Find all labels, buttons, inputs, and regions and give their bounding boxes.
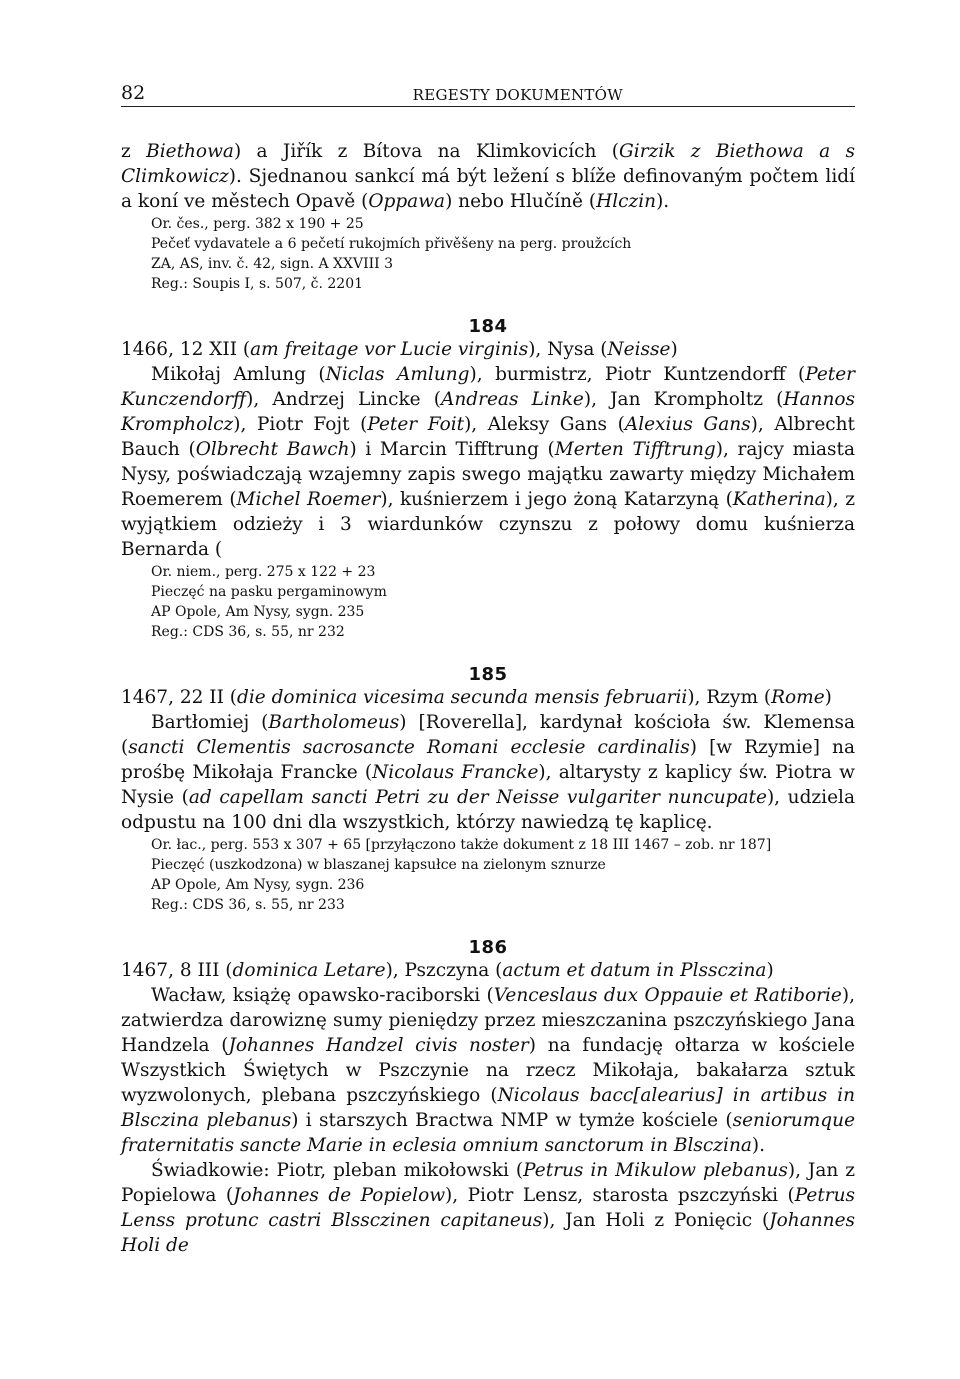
text-run: 1467, 8 III ( bbox=[121, 960, 233, 981]
text-run: ), altarysty z kaplicy św. Piotra w Nysie ( bbox=[121, 762, 855, 808]
text-run: ), Piotr Lensz, starosta pszczyński ( bbox=[445, 1185, 795, 1206]
italic-run: Neisse bbox=[607, 339, 671, 360]
meta-line: ZA, AS, inv. č. 42, sign. A XXVIII 3 bbox=[151, 256, 394, 272]
italic-run: die dominica vicesima secunda mensis februarii bbox=[236, 687, 688, 708]
italic-run: Petrus Lenss protunc castri Blssczinen capitaneus bbox=[121, 1185, 856, 1231]
meta-line: AP Opole, Am Nysy, sygn. 235 bbox=[151, 604, 365, 620]
regest-paragraph bbox=[121, 710, 855, 835]
italic-run: Hannos Krompholcz bbox=[121, 389, 855, 435]
italic-run: Andreas Linke bbox=[441, 389, 584, 410]
italic-run: Johannes Holi de bbox=[121, 1210, 856, 1256]
meta-line: Reg.: CDS 36, s. 55, nr 232 bbox=[151, 624, 345, 640]
text-run: ). bbox=[751, 1135, 765, 1156]
italic-run: Nicolaus Francke bbox=[372, 762, 539, 783]
meta-line: AP Opole, Am Nysy, sygn. 236 bbox=[151, 877, 365, 893]
italic-run: dominica Letare bbox=[232, 960, 386, 981]
text-run: ), Rzym ( bbox=[687, 687, 772, 708]
italic-run: am freitage vor Lucie virginis bbox=[250, 339, 529, 360]
italic-run: Petrus in Mikulow plebanus bbox=[523, 1160, 788, 1181]
text-run: z bbox=[121, 141, 147, 162]
italic-run: Venceslaus dux Oppauie et Ratiborie bbox=[493, 985, 842, 1006]
text-run: ), Andrzej Lincke ( bbox=[246, 389, 441, 410]
text-run: ), zatwierdza darowiznę sumy pieniędzy przez mieszczanina pszczyńskiego Jana Handzela ( bbox=[121, 985, 855, 1056]
italic-run: Nicolaus bacc[alearius] in artibus in Blsczina plebanus bbox=[121, 1085, 855, 1131]
text-run: ) bbox=[766, 960, 774, 981]
italic-run: Oppawa bbox=[368, 191, 446, 212]
text-run: ) bbox=[824, 687, 832, 708]
page-number: 82 bbox=[121, 82, 146, 104]
meta-line: Or. niem., perg. 275 x 122 + 23 bbox=[151, 564, 376, 580]
text-run: ), Jan Holi z Ponięcic ( bbox=[542, 1210, 770, 1231]
regest-paragraph bbox=[121, 1158, 855, 1258]
italic-run: Bartholomeus bbox=[268, 712, 400, 733]
text-run: ), burmistrz, Piotr Kuntzendorff ( bbox=[469, 364, 806, 385]
text-run: ) a Jiřík z Bítova na Klimkovicích ( bbox=[233, 141, 620, 162]
text-run: ) nebo Hlučíně ( bbox=[445, 191, 597, 212]
meta-line: Reg.: CDS 36, s. 55, nr 233 bbox=[151, 897, 345, 913]
regest-number: 186 bbox=[468, 937, 508, 958]
carryover-paragraph bbox=[121, 139, 855, 214]
meta-line: Or. čes., perg. 382 x 190 + 25 bbox=[151, 216, 364, 232]
page-header bbox=[121, 78, 855, 107]
text-run: ) i starszych Bractwa NMP w tymże kościele ( bbox=[291, 1110, 733, 1131]
text-run: ), Aleksy Gans ( bbox=[464, 414, 625, 435]
text-run: Mikołaj Amlung ( bbox=[151, 364, 326, 385]
italic-run: Hlczin bbox=[596, 191, 657, 212]
regest-paragraph bbox=[121, 362, 855, 562]
text-run: 1467, 22 II ( bbox=[121, 687, 237, 708]
italic-run: seniorumque fraternitatis sancte Marie in eclesia omnium sanctorum in Blsczina bbox=[121, 1110, 856, 1156]
italic-run: Katherina bbox=[732, 489, 826, 510]
italic-run: Niclas Amlung bbox=[325, 364, 470, 385]
regest-date-line bbox=[121, 685, 855, 710]
regest-number: 184 bbox=[468, 316, 508, 337]
italic-run: Michel Roemer bbox=[236, 489, 381, 510]
regest-date-line bbox=[121, 337, 855, 362]
italic-run: Rome bbox=[771, 687, 825, 708]
italic-run: Johannes Handzel civis noster bbox=[228, 1035, 529, 1056]
meta-line: Pieczęć na pasku pergaminowym bbox=[151, 584, 387, 600]
text-run: ) [Roverella], kardynał kościoła św. Klemensa ( bbox=[121, 712, 856, 758]
meta-line: Reg.: Soupis I, s. 507, č. 2201 bbox=[151, 276, 364, 292]
text-run: ), rajcy miasta Nysy, poświadczają wzajemny zapis swego majątku zawarty między Michałem Roemerem ( bbox=[121, 439, 856, 510]
text-run: ), udziela odpustu na 100 dni dla wszystkich, którzy nawiedzą tę kaplicę. bbox=[121, 787, 855, 833]
text-run: ), Albrecht Bauch ( bbox=[121, 414, 855, 460]
text-run: ) [w Rzymie] na prośbę Mikołaja Francke ( bbox=[121, 737, 855, 783]
italic-run: Girzik z Biethowa a s Climkowicz bbox=[121, 141, 855, 187]
text-run: ), kuśnierzem i jego żoną Katarzyną ( bbox=[380, 489, 733, 510]
italic-run: sancti Clementis sacrosancte Romani ecclesie cardinalis bbox=[128, 737, 690, 758]
italic-run: Alexius Gans bbox=[624, 414, 751, 435]
text-run: Bartłomiej ( bbox=[151, 712, 269, 733]
meta-line: Pieczęć (uszkodzona) w blaszanej kapsułce na zielonym sznurze bbox=[151, 857, 606, 873]
italic-run: Peter Kunczendorff bbox=[121, 364, 855, 410]
text-run: ) na fundację ołtarza w kościele Wszystkich Świętych w Pszczynie na rzecz Mikołaja, bakałarza sztuk wyzwolonych, plebana pszczyńskiego ( bbox=[121, 1035, 855, 1106]
text-run: Wacław, książę opawsko-raciborski ( bbox=[151, 985, 494, 1006]
text-run: ), Jan z Popielowa ( bbox=[121, 1160, 855, 1206]
italic-run: ad capellam sancti Petri zu der Neisse vulgariter nuncupate bbox=[188, 787, 767, 808]
italic-run: Johannes de Popielow bbox=[233, 1185, 446, 1206]
text-run: ), z wyjątkiem odzieży i 3 wiardunków czynszu z połowy domu kuśnierza Bernarda ( bbox=[121, 489, 855, 560]
regest-date-line bbox=[121, 958, 855, 983]
text-run: ), Piotr Fojt ( bbox=[233, 414, 368, 435]
text-run: ). Sjednanou sankcí má být ležení s blíže definovaným počtem lidí a koní ve městech Opavě ( bbox=[121, 166, 855, 212]
running-title: REGESTY DOKUMENTÓW bbox=[412, 86, 623, 104]
italic-run: Peter Foit bbox=[367, 414, 465, 435]
text-run: ), Nysa ( bbox=[528, 339, 608, 360]
text-run: 1466, 12 XII ( bbox=[121, 339, 251, 360]
meta-line: Or. łac., perg. 553 x 307 + 65 [przyłączono także dokument z 18 III 1467 – zob. nr 187] bbox=[151, 837, 772, 853]
regest-number: 185 bbox=[468, 664, 508, 685]
italic-run: Olbrecht Bawch bbox=[195, 439, 350, 460]
italic-run: actum et datum in Plssczina bbox=[502, 960, 767, 981]
italic-run: Biethowa bbox=[146, 141, 234, 162]
text-run: ) bbox=[670, 339, 678, 360]
italic-run: Merten Tifftrung bbox=[554, 439, 716, 460]
text-run: ), Pszczyna ( bbox=[385, 960, 503, 981]
page bbox=[121, 78, 855, 1258]
text-run: ). bbox=[656, 191, 670, 212]
text-run: ), Jan Krompholtz ( bbox=[583, 389, 784, 410]
meta-line: Pečeť vydavatele a 6 pečetí rukojmích přivěšeny na perg. proužcích bbox=[151, 236, 632, 252]
text-run: ) i Marcin Tifftrung ( bbox=[349, 439, 555, 460]
text-run: Świadkowie: Piotr, pleban mikołowski ( bbox=[151, 1160, 524, 1181]
regest-paragraph bbox=[121, 983, 855, 1158]
